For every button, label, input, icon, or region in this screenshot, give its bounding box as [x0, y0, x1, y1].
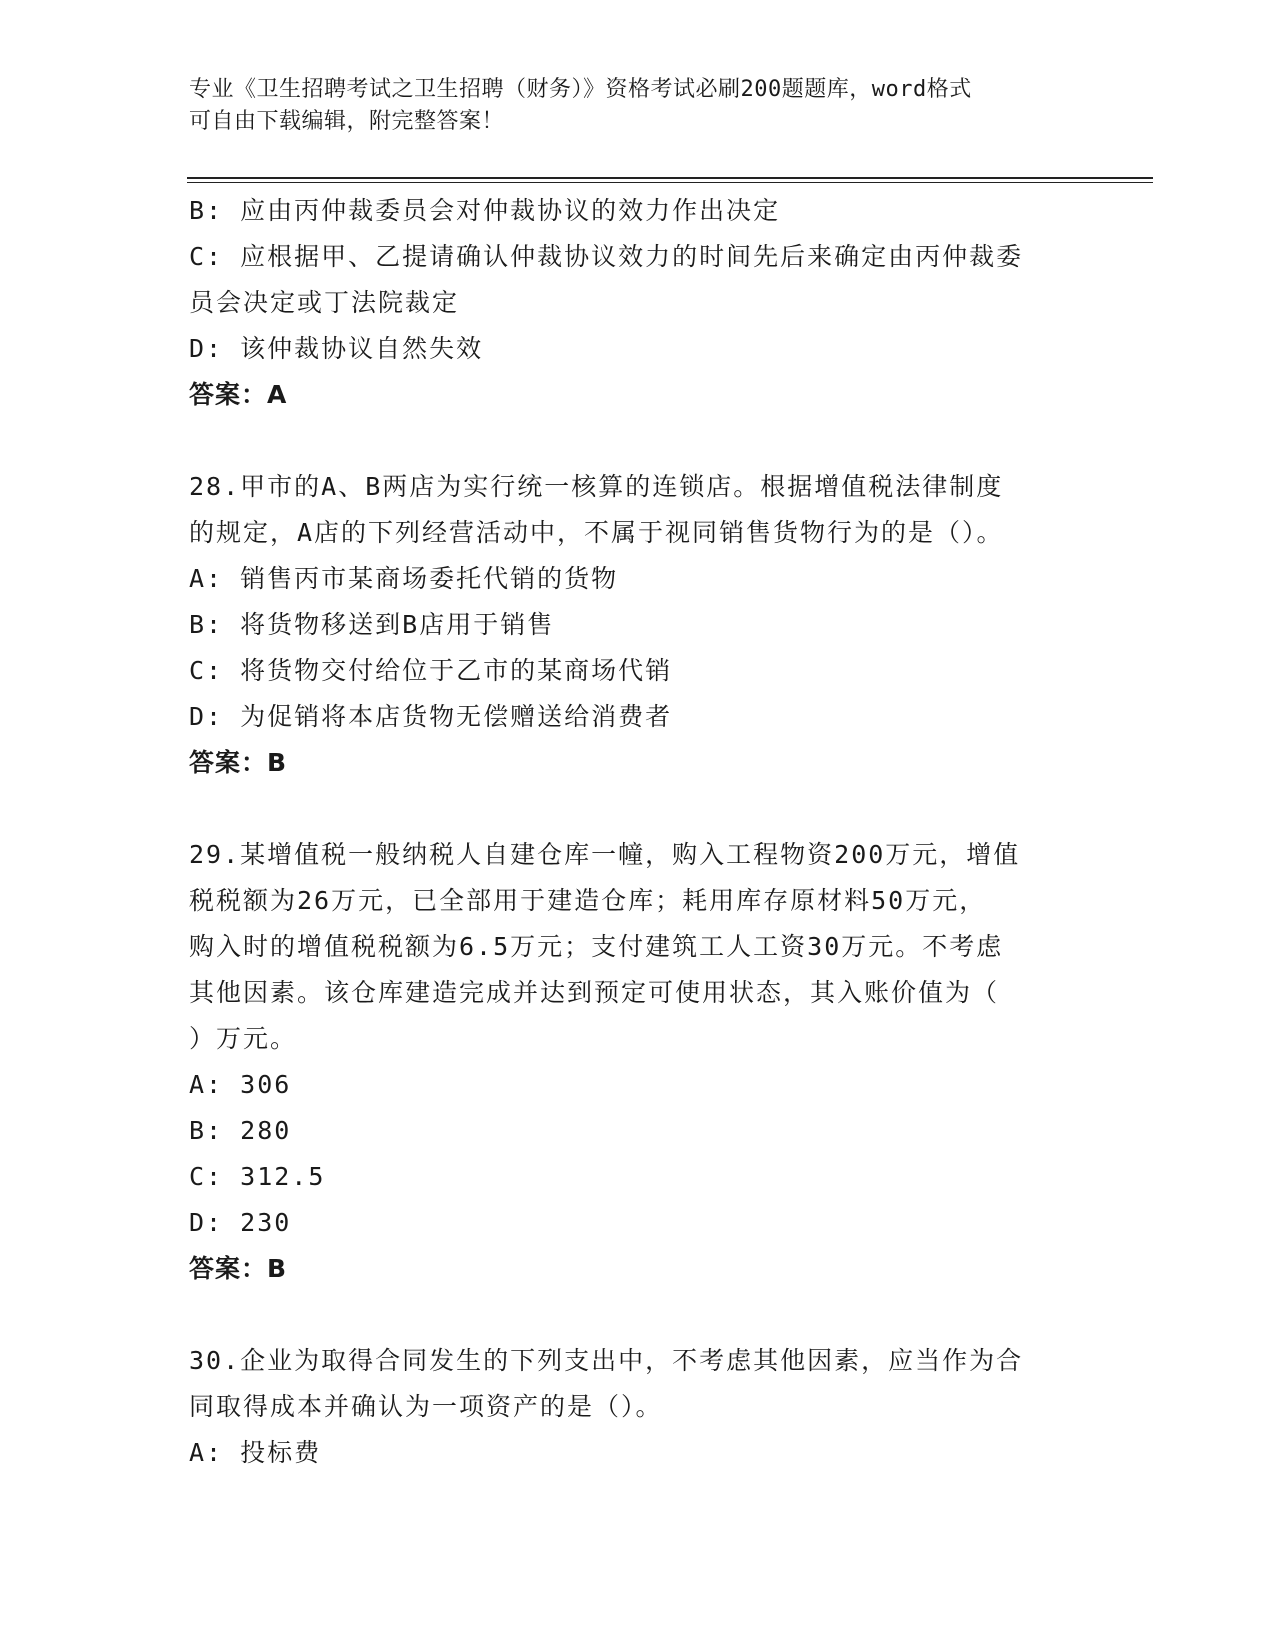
spacer	[189, 786, 1089, 832]
option-a: A: 306	[189, 1070, 292, 1099]
header-divider-thick	[187, 177, 1153, 179]
question-30	[189, 1338, 1089, 1476]
option-d: D: 230	[189, 1208, 292, 1237]
option-b: B: 应由丙仲裁委员会对仲裁协议的效力作出决定	[189, 196, 781, 225]
question-stem-continued: ）万元。	[189, 1024, 298, 1053]
question-stem: 28.甲市的A、B两店为实行统一核算的连锁店。根据增值税法律制度	[189, 472, 1004, 501]
question-stem-continued: 税税额为26万元，已全部用于建造仓库；耗用库存原材料50万元，	[189, 886, 987, 915]
option-c-continued: 员会决定或丁法院裁定	[189, 288, 460, 317]
question-stem: 30.企业为取得合同发生的下列支出中，不考虑其他因素，应当作为合	[189, 1346, 1024, 1375]
answer: 答案：B	[189, 1254, 288, 1283]
header-line-1: 专业《卫生招聘考试之卫生招聘（财务）》资格考试必刷200题题库，word格式	[189, 77, 972, 102]
option-b: B: 将货物移送到B店用于销售	[189, 610, 555, 639]
header-line-2: 可自由下载编辑，附完整答案！	[189, 109, 505, 134]
document-body	[189, 188, 1089, 1476]
option-c: C: 312.5	[189, 1162, 326, 1191]
option-d: D: 该仲裁协议自然失效	[189, 334, 484, 363]
document-header	[189, 74, 1089, 138]
question-stem-continued: 的规定，A店的下列经营活动中，不属于视同销售货物行为的是（）。	[189, 518, 1004, 547]
question-stem-continued: 其他因素。该仓库建造完成并达到预定可使用状态，其入账价值为（	[189, 978, 1000, 1007]
answer: 答案：A	[189, 380, 288, 409]
option-c: C: 应根据甲、乙提请确认仲裁协议效力的时间先后来确定由丙仲裁委	[189, 242, 1024, 271]
header-divider-thin	[187, 182, 1153, 183]
question-stem-continued: 同取得成本并确认为一项资产的是（）。	[189, 1392, 663, 1421]
option-a: A: 投标费	[189, 1438, 322, 1467]
option-d: D: 为促销将本店货物无偿赠送给消费者	[189, 702, 673, 731]
question-29	[189, 832, 1089, 1292]
option-c: C: 将货物交付给位于乙市的某商场代销	[189, 656, 673, 685]
option-b: B: 280	[189, 1116, 292, 1145]
question-stem-continued: 购入时的增值税税额为6.5万元；支付建筑工人工资30万元。不考虑	[189, 932, 1004, 961]
question-stem: 29.某增值税一般纳税人自建仓库一幢，购入工程物资200万元，增值	[189, 840, 1021, 869]
question-27-tail	[189, 188, 1089, 418]
answer: 答案：B	[189, 748, 288, 777]
question-28	[189, 464, 1089, 786]
spacer	[189, 418, 1089, 464]
option-a: A: 销售丙市某商场委托代销的货物	[189, 564, 619, 593]
spacer	[189, 1292, 1089, 1338]
